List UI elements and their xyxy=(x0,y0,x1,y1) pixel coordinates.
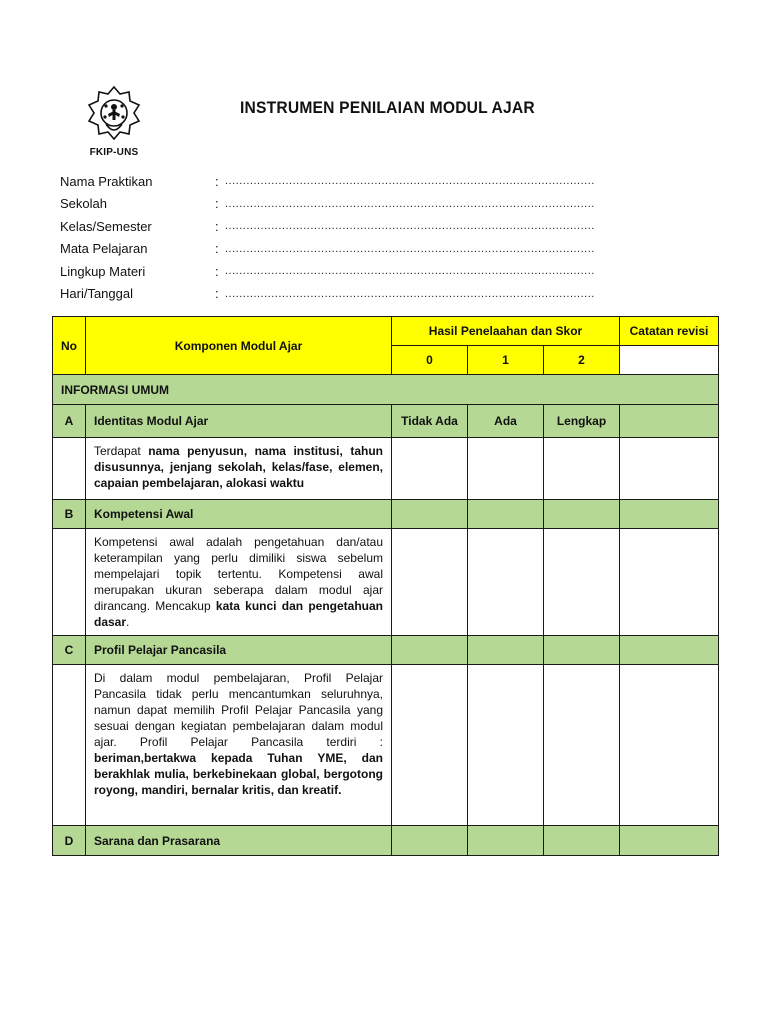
field-fill-line[interactable]: ........................................................................................................ xyxy=(225,175,595,188)
section-informasi-umum: INFORMASI UMUM xyxy=(53,375,719,405)
section-letter: D xyxy=(53,826,86,856)
field-label: Kelas/Semester xyxy=(60,218,152,234)
section-title: Kompetensi Awal xyxy=(86,500,392,529)
catatan-cell xyxy=(620,636,719,665)
score-cell-0[interactable] xyxy=(392,665,468,826)
section-letter: C xyxy=(53,636,86,665)
header-score-1: 1 xyxy=(468,346,544,375)
catatan-cell xyxy=(620,826,719,856)
catatan-input-cell[interactable] xyxy=(620,438,719,500)
field-colon: : xyxy=(215,173,219,189)
logo-caption: FKIP-UNS xyxy=(89,147,139,158)
score-cell-0[interactable] xyxy=(392,529,468,636)
score-cell-1[interactable] xyxy=(468,438,544,500)
score-cell-2[interactable] xyxy=(544,529,620,636)
document-title: INSTRUMEN PENILAIAN MODUL AJAR xyxy=(240,98,535,117)
field-label: Sekolah xyxy=(60,196,107,212)
field-lingkup-materi xyxy=(60,260,595,283)
score-cell-0 xyxy=(392,500,468,529)
section-letter: B xyxy=(53,500,86,529)
field-kelas-semester xyxy=(60,215,595,238)
field-fill-line[interactable]: ........................................................................................................ xyxy=(225,242,595,255)
field-colon: : xyxy=(215,286,219,302)
field-fill-line[interactable]: ........................................................................................................ xyxy=(225,265,595,278)
section-title: Profil Pelajar Pancasila xyxy=(86,636,392,665)
catatan-input-cell[interactable] xyxy=(620,529,719,636)
field-label: Lingkup Materi xyxy=(60,263,146,279)
section-title: Identitas Modul Ajar xyxy=(86,405,392,438)
row-blank-no xyxy=(53,529,86,636)
field-label: Mata Pelajaran xyxy=(60,241,148,257)
header-catatan-blank xyxy=(620,346,719,375)
catatan-cell xyxy=(620,405,719,438)
assessment-table xyxy=(52,316,719,856)
score-cell-1[interactable] xyxy=(468,665,544,826)
score-cell-0 xyxy=(392,826,468,856)
field-mata-pelajaran xyxy=(60,238,595,261)
identity-fields xyxy=(60,170,595,305)
score-cell-2[interactable] xyxy=(544,438,620,500)
field-fill-line[interactable]: ........................................................................................................ xyxy=(225,287,595,300)
catatan-cell xyxy=(620,500,719,529)
field-label: Hari/Tanggal xyxy=(60,286,133,302)
field-colon: : xyxy=(215,241,219,257)
header-score-2: 2 xyxy=(544,346,620,375)
field-colon: : xyxy=(215,263,219,279)
score-cell-1[interactable] xyxy=(468,529,544,636)
field-colon: : xyxy=(215,196,219,212)
criteria-text: Terdapat nama penyusun, nama institusi, tahun disusunnya, jenjang sekolah, kelas/fase, elemen, capaian pembelajaran, alokasi waktu xyxy=(86,438,392,500)
section-title: Sarana dan Prasarana xyxy=(86,826,392,856)
field-sekolah xyxy=(60,193,595,216)
header-hasil-skor: Hasil Penelaahan dan Skor xyxy=(392,317,620,346)
score-cell-0[interactable] xyxy=(392,438,468,500)
header-no: No xyxy=(53,317,86,375)
score-cell-1 xyxy=(468,500,544,529)
criteria-text: Kompetensi awal adalah pengetahuan dan/atau keterampilan yang perlu dimiliki siswa sebelum mempelajari topik tertentu. Kompetensi awal merupakan ukuran seberapa dalam modul ajar dirancang. Mencakup kata kunci dan pengetahuan dasar. xyxy=(86,529,392,636)
score-cell-1 xyxy=(468,826,544,856)
university-emblem-icon xyxy=(84,84,144,148)
criteria-text: Di dalam modul pembelajaran, Profil Pelajar Pancasila tidak perlu mencantumkan seluruhnya, namun dapat memilih Profil Pelajar Pancasila yang sesuai dengan kegiatan pembelajaran dalam modul ajar. Profil Pelajar Pancasila terdiri : beriman,bertakwa kepada Tuhan YME, dan berakhlak mulia, berkebinekaan global, bergotong royong, mandiri, bernalar kritis, dan kreatif. xyxy=(86,665,392,826)
score-label-ada: Ada xyxy=(468,405,544,438)
section-letter: A xyxy=(53,405,86,438)
field-fill-line[interactable]: ........................................................................................................ xyxy=(225,220,595,233)
score-cell-2 xyxy=(544,826,620,856)
score-cell-2[interactable] xyxy=(544,665,620,826)
row-blank-no xyxy=(53,665,86,826)
field-label: Nama Praktikan xyxy=(60,173,153,189)
score-label-lengkap: Lengkap xyxy=(544,405,620,438)
score-cell-0 xyxy=(392,636,468,665)
score-cell-2 xyxy=(544,636,620,665)
catatan-input-cell[interactable] xyxy=(620,665,719,826)
row-blank-no xyxy=(53,438,86,500)
field-hari-tanggal xyxy=(60,283,595,306)
score-label-tidak-ada: Tidak Ada xyxy=(392,405,468,438)
field-nama-praktikan xyxy=(60,170,595,193)
header-catatan-revisi: Catatan revisi xyxy=(620,317,719,346)
score-cell-2 xyxy=(544,500,620,529)
field-fill-line[interactable]: ........................................................................................................ xyxy=(225,197,595,210)
score-cell-1 xyxy=(468,636,544,665)
header-komponen: Komponen Modul Ajar xyxy=(86,317,392,375)
header-score-0: 0 xyxy=(392,346,468,375)
field-colon: : xyxy=(215,218,219,234)
